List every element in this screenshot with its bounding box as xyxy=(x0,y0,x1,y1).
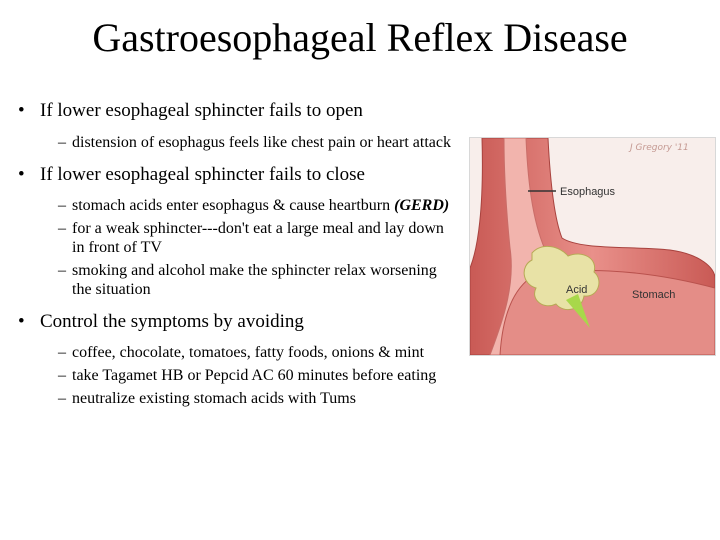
bullet-3-text: Control the symptoms by avoiding xyxy=(40,311,304,332)
bullet-2-sub-2 xyxy=(18,219,458,257)
dash-glyph: – xyxy=(58,390,66,407)
bullet-2-sub-1 xyxy=(18,196,458,215)
bullet-2-sub-2-text: for a weak sphincter---don't eat a large meal and lay down in front of TV xyxy=(72,220,444,256)
bullet-1 xyxy=(18,100,458,122)
gerd-emphasis: (GERD) xyxy=(394,197,450,214)
slide-title: Gastroesophageal Reflex Disease xyxy=(92,15,628,60)
bullet-glyph: • xyxy=(18,100,25,121)
bullet-1-text: If lower esophageal sphincter fails to open xyxy=(40,100,363,121)
bullet-2-sub-1-text: stomach acids enter esophagus & cause heartburn xyxy=(72,197,391,214)
bullet-2 xyxy=(18,164,458,186)
bullet-3-sub-2 xyxy=(18,366,458,385)
artist-signature: J Gregory '11 xyxy=(630,143,689,153)
label-acid: Acid xyxy=(566,284,588,296)
bullet-glyph: • xyxy=(18,311,25,332)
gerd-anatomy-illustration xyxy=(469,137,716,356)
dash-glyph: – xyxy=(58,134,66,151)
dash-glyph: – xyxy=(58,220,66,237)
bullet-3-sub-3-text: neutralize existing stomach acids with Tums xyxy=(72,390,356,407)
bullet-3-sub-1 xyxy=(18,343,458,362)
dash-glyph: – xyxy=(58,197,66,214)
bullet-3 xyxy=(18,311,458,333)
label-stomach: Stomach xyxy=(632,289,676,301)
bullet-2-text: If lower esophageal sphincter fails to close xyxy=(40,164,365,185)
dash-glyph: – xyxy=(58,262,66,279)
bullet-3-sub-3 xyxy=(18,389,458,408)
label-esophagus: Esophagus xyxy=(560,186,616,198)
bullet-2-sub-3 xyxy=(18,261,458,299)
anatomy-svg xyxy=(470,138,715,355)
bullet-glyph: • xyxy=(18,164,25,185)
bullet-1-sub-1-text: distension of esophagus feels like chest pain or heart attack xyxy=(72,134,451,151)
bullet-list xyxy=(18,100,458,408)
dash-glyph: – xyxy=(58,344,66,361)
bullet-1-sub-1 xyxy=(18,133,458,152)
bullet-2-sub-3-text: smoking and alcohol make the sphincter relax worsening the situation xyxy=(72,262,437,298)
bullet-3-sub-1-text: coffee, chocolate, tomatoes, fatty foods, onions & mint xyxy=(72,344,425,361)
bullet-3-sub-2-text: take Tagamet HB or Pepcid AC 60 minutes before eating xyxy=(72,367,437,384)
dash-glyph: – xyxy=(58,367,66,384)
